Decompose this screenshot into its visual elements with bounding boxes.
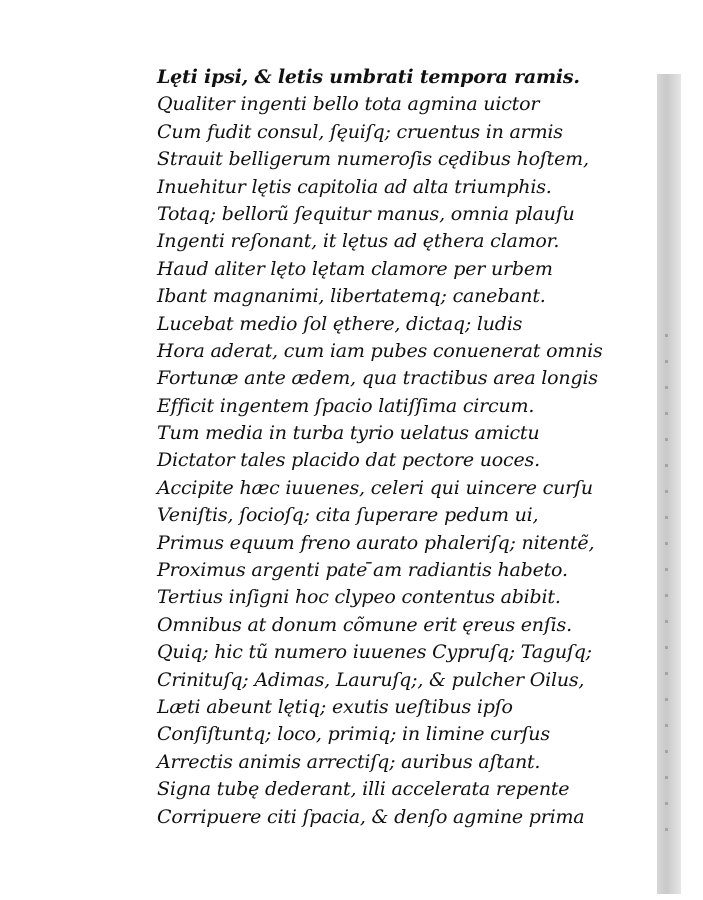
verse-line: Efficit ingentem ſpacio latiſſima circum. [157, 394, 535, 417]
verse-line: Lęti ipsi, & letis umbrati tempora ramis. [157, 66, 580, 88]
verse-line: Arrectis animis arrectiſq; auribus aſtant. [157, 750, 541, 773]
verse-line: Ibant magnanimi, libertatemq; canebant. [157, 285, 546, 308]
verse-line: Conſiſtuntq; loco, primiq; in limine curſus [157, 723, 550, 746]
verse-line: Tum media in turba tyrio uelatus amictu [157, 422, 540, 445]
verse-line: Ingenti reſonant, it lętus ad ęthera clamor. [157, 230, 560, 253]
verse-line: Inuehitur lętis capitolia ad alta triumphis. [157, 175, 552, 198]
verse-line: Fortunæ ante ædem, qua tractibus area longis [157, 367, 598, 390]
verse-line: Haud aliter lęto lętam clamore per urbem [157, 257, 553, 280]
verse-line: Veniſtis, ſocioſq; cita ſuperare pedum ui, [157, 504, 539, 527]
facing-page-edge [657, 74, 681, 894]
verse-line: Strauit belligerum numeroſis cędibus hoſtem, [157, 148, 589, 171]
verse-line: Proximus argenti pate ̄am radiantis habeto. [157, 559, 568, 582]
verse-line: Quiq; hic tũ numero iuuenes Cypruſq; Taguſq; [157, 641, 592, 664]
verse-line: Accipite hæc iuuenes, celeri qui uincere curſu [157, 476, 593, 499]
verse-line: Lucebat medio ſol ęthere, dictaq; ludis [157, 312, 523, 335]
verse-line: Tertius inſigni hoc clypeo contentus abibit. [157, 586, 561, 609]
verse-line: Dictator tales placido dat pectore uoces. [157, 449, 540, 472]
verse-line: Totaq; bellorũ ſequitur manus, omnia plauſu [157, 202, 575, 225]
verse-line: Hora aderat, cum iam pubes conuenerat omnis [157, 339, 603, 362]
verse-line: Cum fudit consul, ſęuiſq; cruentus in armis [157, 120, 563, 143]
verse-line: Corripuere citi ſpacia, & denſo agmine prima [157, 805, 585, 828]
verse-line: Primus equum freno aurato phaleriſq; nitentẽ, [157, 531, 595, 554]
verse-line: Crinituſq; Adimas, Lauruſq;, & pulcher Oilus, [157, 668, 585, 691]
verse-line: Omnibus at donum cõmune erit ęreus enſis. [157, 613, 572, 636]
verse-text-block [157, 64, 637, 831]
verse-line: Qualiter ingenti bello tota agmina uictor [157, 93, 540, 116]
verse-line: Læti abeunt lętiq; exutis ueſtibus ipſo [157, 695, 513, 718]
verse-line: Signa tubę dederant, illi accelerata repente [157, 778, 570, 801]
